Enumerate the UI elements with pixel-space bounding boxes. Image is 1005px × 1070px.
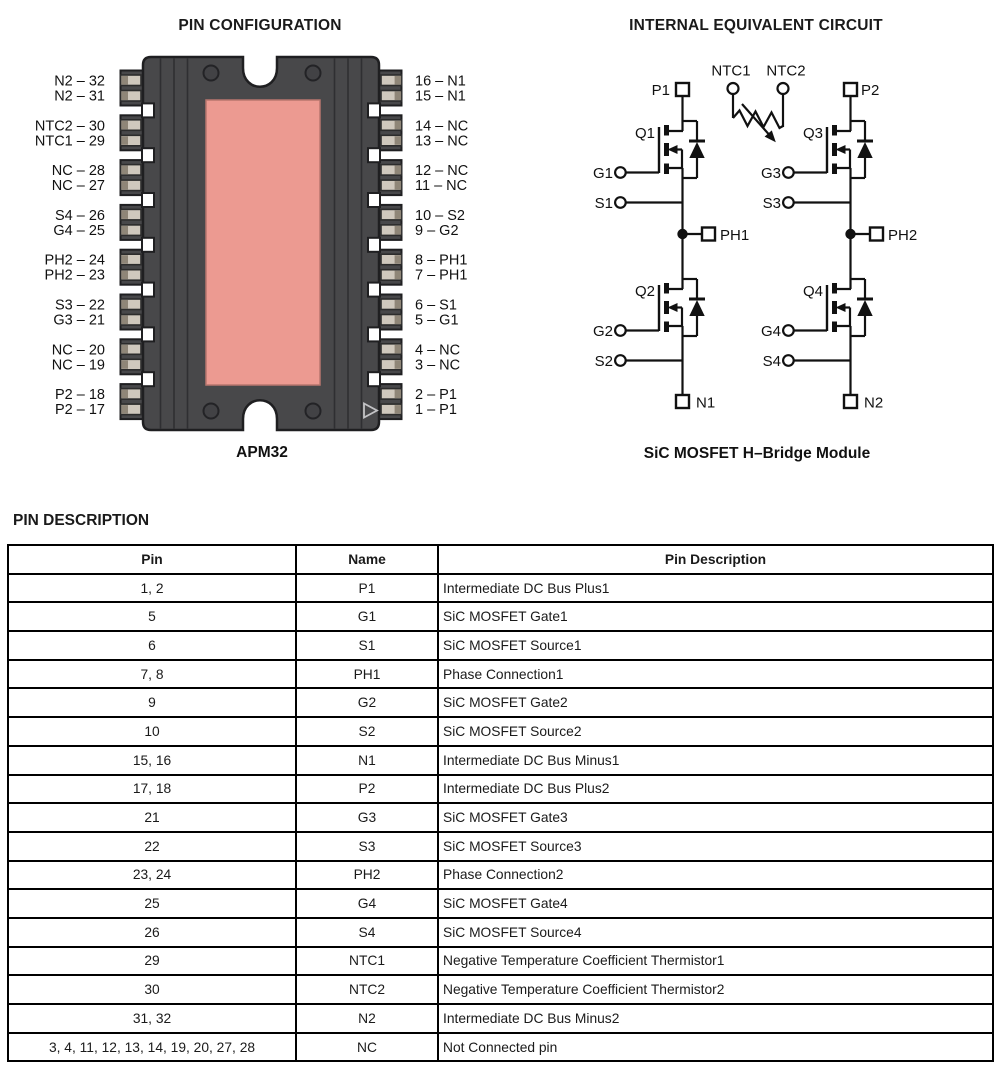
name-cell: G1 xyxy=(296,602,438,631)
pin-label: PH2 – 24 xyxy=(44,252,105,269)
pin-label: P2 – 17 xyxy=(55,402,105,419)
header-row xyxy=(8,545,993,574)
pin-cell: 15, 16 xyxy=(8,746,296,775)
label-ph1: PH1 xyxy=(720,227,750,244)
description-cell: SiC MOSFET Source2 xyxy=(438,717,993,746)
pin-label: G3 – 21 xyxy=(53,312,105,329)
pin-cell: 9 xyxy=(8,688,296,717)
pin-cell: 17, 18 xyxy=(8,775,296,804)
pin-label: 13 – NC xyxy=(415,133,469,150)
name-cell: P1 xyxy=(296,574,438,603)
description-cell: SiC MOSFET Source3 xyxy=(438,832,993,861)
pin-description-heading: PIN DESCRIPTION xyxy=(13,512,150,529)
label-s2: S2 xyxy=(594,353,613,370)
table-row xyxy=(8,975,993,1004)
pin-label: NC – 27 xyxy=(51,178,105,195)
pin-label: N2 – 31 xyxy=(54,88,105,105)
pin-label: 10 – S2 xyxy=(415,207,465,224)
pin-label: 5 – G1 xyxy=(415,312,459,329)
column-header-pin: Pin xyxy=(8,545,296,574)
pin-label: 3 – NC xyxy=(415,357,461,374)
table-row xyxy=(8,660,993,689)
name-cell: G4 xyxy=(296,889,438,918)
pin-cell: 3, 4, 11, 12, 13, 14, 19, 20, 27, 28 xyxy=(8,1033,296,1062)
pin-label: 6 – S1 xyxy=(415,297,457,314)
pin-label: 7 – PH1 xyxy=(415,267,468,284)
label-q1: Q1 xyxy=(634,125,655,142)
description-cell: Intermediate DC Bus Plus2 xyxy=(438,775,993,804)
pin-label: 15 – N1 xyxy=(415,88,466,105)
table-row xyxy=(8,1033,993,1062)
table-row xyxy=(8,861,993,890)
pin-cell: 25 xyxy=(8,889,296,918)
circuit-diagram xyxy=(540,0,1005,470)
label-g3: G3 xyxy=(760,165,781,182)
table-row xyxy=(8,631,993,660)
name-cell: G2 xyxy=(296,688,438,717)
label-p2: P2 xyxy=(861,82,880,99)
description-cell: Phase Connection1 xyxy=(438,660,993,689)
pin-label: S3 – 22 xyxy=(55,297,105,314)
pin-label: 1 – P1 xyxy=(415,402,457,419)
description-cell: SiC MOSFET Source4 xyxy=(438,918,993,947)
circuit-caption: SiC MOSFET H–Bridge Module xyxy=(643,445,871,462)
column-header-description: Pin Description xyxy=(438,545,993,574)
pin-label: P2 – 18 xyxy=(55,387,105,404)
pin-cell: 23, 24 xyxy=(8,861,296,890)
pin-cell: 6 xyxy=(8,631,296,660)
pin-label: PH2 – 23 xyxy=(44,267,105,284)
label-q2: Q2 xyxy=(634,283,655,300)
name-cell: N1 xyxy=(296,746,438,775)
name-cell: NC xyxy=(296,1033,438,1062)
name-cell: NTC2 xyxy=(296,975,438,1004)
pin-label: 16 – N1 xyxy=(415,73,466,90)
label-q3: Q3 xyxy=(802,125,823,142)
circuit-wires xyxy=(626,94,870,395)
label-g4: G4 xyxy=(760,323,781,340)
table-row xyxy=(8,918,993,947)
name-cell: S1 xyxy=(296,631,438,660)
name-cell: G3 xyxy=(296,803,438,832)
description-cell: Phase Connection2 xyxy=(438,861,993,890)
internal-circuit-title: INTERNAL EQUIVALENT CIRCUIT xyxy=(629,17,883,34)
pin-label: G4 – 25 xyxy=(53,222,105,239)
label-s3: S3 xyxy=(762,195,781,212)
label-p1: P1 xyxy=(651,82,670,99)
description-cell: Intermediate DC Bus Minus1 xyxy=(438,746,993,775)
package-name: APM32 xyxy=(236,444,288,461)
pin-label: NC – 20 xyxy=(51,342,105,359)
pin-cell: 29 xyxy=(8,947,296,976)
pin-cell: 21 xyxy=(8,803,296,832)
pin-description-table xyxy=(7,544,994,1062)
table-row xyxy=(8,688,993,717)
table-row xyxy=(8,775,993,804)
table-row xyxy=(8,602,993,631)
ntc-thermistor-icon xyxy=(733,104,783,142)
label-n2: N2 xyxy=(864,394,884,412)
name-cell: N2 xyxy=(296,1004,438,1033)
description-cell: Intermediate DC Bus Plus1 xyxy=(438,574,993,603)
pin-cell: 30 xyxy=(8,975,296,1004)
name-cell: S3 xyxy=(296,832,438,861)
pin-cell: 5 xyxy=(8,602,296,631)
die-pad xyxy=(206,100,320,385)
pin-label: 8 – PH1 xyxy=(415,252,468,269)
label-ph2: PH2 xyxy=(888,227,918,244)
pin-cell: 7, 8 xyxy=(8,660,296,689)
label-ntc1: NTC1 xyxy=(711,62,751,80)
pin-cell: 22 xyxy=(8,832,296,861)
label-g2: G2 xyxy=(592,323,613,340)
label-g1: G1 xyxy=(592,165,613,182)
pin-label: 14 – NC xyxy=(415,118,469,135)
label-s4: S4 xyxy=(762,353,781,370)
description-cell: Not Connected pin xyxy=(438,1033,993,1062)
table-row xyxy=(8,889,993,918)
name-cell: P2 xyxy=(296,775,438,804)
pin-label: NTC1 – 29 xyxy=(34,133,105,150)
description-cell: SiC MOSFET Gate3 xyxy=(438,803,993,832)
pin-label: 4 – NC xyxy=(415,342,461,359)
pin-label: NC – 19 xyxy=(51,357,105,374)
pin-cell: 31, 32 xyxy=(8,1004,296,1033)
label-s1: S1 xyxy=(594,195,613,212)
name-cell: S4 xyxy=(296,918,438,947)
table-row xyxy=(8,717,993,746)
pin-label: 12 – NC xyxy=(415,163,469,180)
pin-label: NC – 28 xyxy=(51,163,105,180)
label-q4: Q4 xyxy=(802,283,823,300)
description-cell: Intermediate DC Bus Minus2 xyxy=(438,1004,993,1033)
description-cell: SiC MOSFET Gate2 xyxy=(438,688,993,717)
description-cell: Negative Temperature Coefficient Thermistor2 xyxy=(438,975,993,1004)
pin-label: 9 – G2 xyxy=(415,222,459,239)
table-row xyxy=(8,803,993,832)
table-row xyxy=(8,1004,993,1033)
pin-configuration-title: PIN CONFIGURATION xyxy=(178,17,342,34)
description-cell: Negative Temperature Coefficient Thermistor1 xyxy=(438,947,993,976)
right-pin-labels xyxy=(415,74,468,419)
table-row xyxy=(8,832,993,861)
pin-label: 11 – NC xyxy=(415,178,468,195)
pin-label: S4 – 26 xyxy=(55,207,105,224)
label-ntc2: NTC2 xyxy=(766,62,806,80)
name-cell: PH2 xyxy=(296,861,438,890)
table-row xyxy=(8,947,993,976)
column-header-name: Name xyxy=(296,545,438,574)
pin-label: 2 – P1 xyxy=(415,387,457,404)
pin-cell: 26 xyxy=(8,918,296,947)
pin-label: NTC2 – 30 xyxy=(34,118,105,135)
package-diagram xyxy=(0,0,540,470)
left-pin-labels xyxy=(35,74,105,419)
circuit-labels xyxy=(593,63,917,412)
name-cell: S2 xyxy=(296,717,438,746)
label-n1: N1 xyxy=(696,394,716,412)
name-cell: PH1 xyxy=(296,660,438,689)
pin-cell: 1, 2 xyxy=(8,574,296,603)
description-cell: SiC MOSFET Source1 xyxy=(438,631,993,660)
description-cell: SiC MOSFET Gate4 xyxy=(438,889,993,918)
table-row xyxy=(8,574,993,603)
pin-cell: 10 xyxy=(8,717,296,746)
pin-label: N2 – 32 xyxy=(54,73,105,90)
name-cell: NTC1 xyxy=(296,947,438,976)
table-row xyxy=(8,746,993,775)
description-cell: SiC MOSFET Gate1 xyxy=(438,602,993,631)
